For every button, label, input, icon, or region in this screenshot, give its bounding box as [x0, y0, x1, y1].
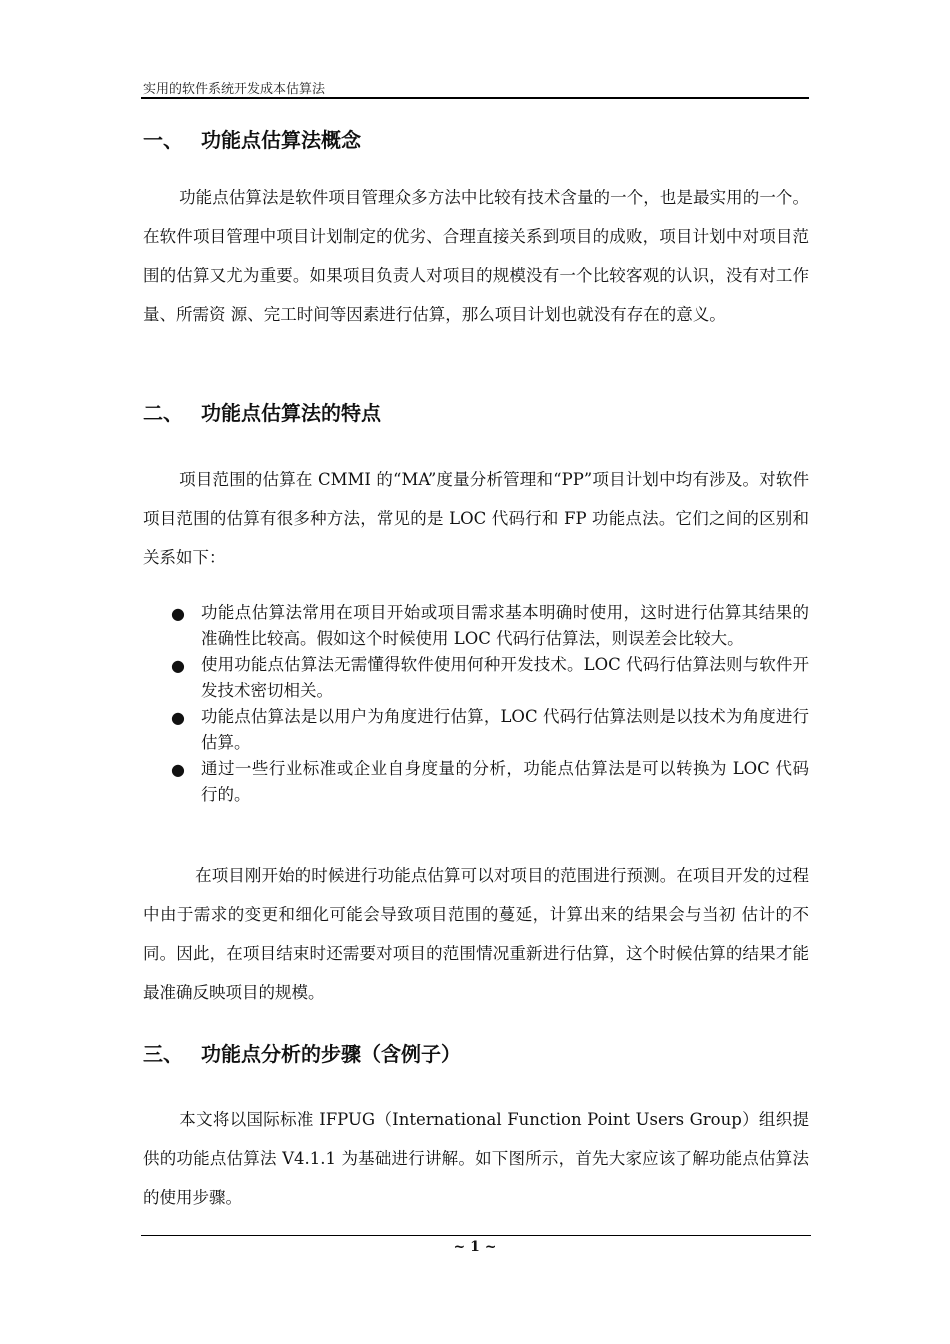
list-item-text: 通过一些行业标准或企业自身度量的分析，功能点估算法是可以转换为 LOC 代码行的。: [201, 759, 809, 804]
bullet-icon: ●: [171, 656, 185, 675]
list-item: [143, 756, 809, 808]
header-rule: [141, 97, 809, 99]
paragraph: [143, 460, 809, 577]
page-number: ~ 1 ~: [453, 1239, 497, 1255]
paragraph: [143, 856, 809, 1012]
section-number: 一、: [143, 128, 183, 152]
section-title: 功能点估算法的特点: [201, 401, 381, 425]
paragraph: [143, 1100, 809, 1217]
bullet-icon: ●: [171, 604, 185, 623]
list-item-text: 功能点估算法常用在项目开始或项目需求基本明确时使用，这时进行估算其结果的准确性比较高。假如这个时候使用 LOC 代码行估算法，则误差会比较大。: [201, 603, 809, 648]
section-title: 功能点估算法概念: [201, 128, 361, 152]
paragraph-text: 项目范围的估算在 CMMI 的“MA”度量分析管理和“PP”项目计划中均有涉及。对软件项目范围的估算有很多种方法，常见的是 LOC 代码行和 FP 功能点法。它们之间的区别和关系如下：: [143, 470, 809, 567]
list-item-text: 使用功能点估算法无需懂得软件使用何种开发技术。LOC 代码行估算法则与软件开发技术密切相关。: [201, 655, 809, 700]
list-item: [143, 652, 809, 704]
list-item: [143, 600, 809, 652]
bullet-icon: ●: [171, 760, 185, 779]
list-item: [143, 704, 809, 756]
paragraph-text: 在项目刚开始的时候进行功能点估算可以对项目的范围进行预测。在项目开发的过程中由于需求的变更和细化可能会导致项目范围的蔓延，计算出来的结果会与当初 估计的不同。因此，在项目结束时还需要对项目的范围情况重新进行估算，这个时候估算的结果才能最准确反映项目的规模。: [143, 866, 809, 1002]
running-header: 实用的软件系统开发成本估算法: [143, 82, 326, 97]
section-title: 功能点分析的步骤（含例子）: [201, 1042, 461, 1066]
paragraph-text: 本文将以国际标准 IFPUG（International Function Point Users Group）组织提供的功能点估算法 V4.1.1 为基础进行讲解。如下图所示，首先大家应该了解功能点估算法的使用步骤。: [143, 1110, 809, 1207]
section-heading-1: [143, 124, 361, 153]
paragraph-text: 功能点估算法是软件项目管理众多方法中比较有技术含量的一个，也是最实用的一个。在软件项目管理中项目计划制定的优劣、合理直接关系到项目的成败，项目计划中对项目范围的估算又尤为重要。如果项目负责人对项目的规模没有一个比较客观的认识，没有对工作量、所需资 源、完工时间等因素进行估算，那么项目计划也就没有存在的意义。: [143, 188, 809, 324]
paragraph: [143, 178, 809, 334]
list-item-text: 功能点估算法是以用户为角度进行估算，LOC 代码行估算法则是以技术为角度进行估算。: [201, 707, 809, 752]
section-heading-2: [143, 397, 381, 426]
bullet-icon: ●: [171, 708, 185, 727]
section-heading-3: [143, 1038, 461, 1067]
footer-rule: [141, 1235, 811, 1236]
section-number: 三、: [143, 1042, 183, 1066]
section-number: 二、: [143, 401, 183, 425]
bullet-list: [143, 600, 809, 808]
